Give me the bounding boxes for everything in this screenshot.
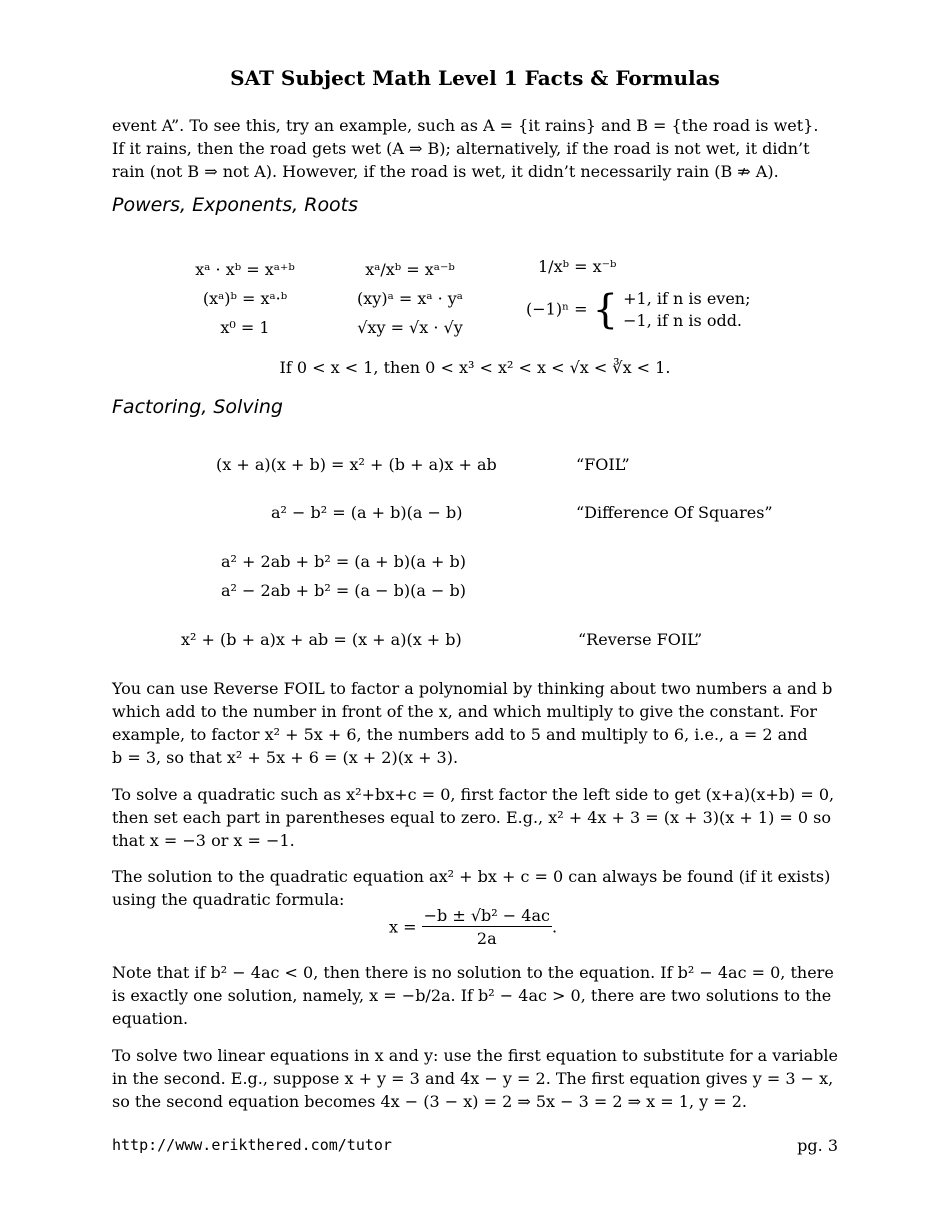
section-heading-powers: Powers, Exponents, Roots <box>112 194 359 216</box>
difference-of-squares-label: “Difference Of Squares” <box>576 503 773 522</box>
page-title: SAT Subject Math Level 1 Facts & Formulas <box>230 66 720 90</box>
formula-lhs: x = <box>389 917 417 937</box>
formula-intro-paragraph <box>112 865 838 911</box>
intro-line-2: If it rains, then the road gets wet (A ⇒ B); alternatively, if the road is not wet, it didn’t <box>112 139 810 158</box>
discriminant-line-2: is exactly one solution, namely, x = −b/2a. If b² − 4ac > 0, there are two solutions to the <box>112 986 832 1005</box>
powers-col1 <box>170 255 320 342</box>
formula-intro-line-1: The solution to the quadratic equation ax² + bx + c = 0 can always be found (if it exists) <box>112 867 831 886</box>
power-rule-zero: x⁰ = 1 <box>220 318 270 337</box>
page-number: pg. 3 <box>797 1136 838 1155</box>
section-heading-factoring: Factoring, Solving <box>112 396 283 418</box>
linear-line-3: so the second equation becomes 4x − (3 − x) = 2 ⇒ 5x − 3 = 2 ⇒ x = 1, y = 2. <box>112 1092 748 1111</box>
intro-line-1: event A”. To see this, try an example, such as A = {it rains} and B = {the road is wet}. <box>112 116 819 135</box>
discriminant-paragraph <box>112 961 838 1030</box>
intro-line-3: rain (not B ⇒ not A). However, if the road is wet, it didn’t necessarily rain (B ⇏ A). <box>112 162 779 181</box>
reverse-foil-label: “Reverse FOIL” <box>578 630 703 649</box>
case-odd: −1, if n is odd. <box>623 311 743 330</box>
linear-paragraph <box>112 1044 838 1113</box>
discriminant-line-3: equation. <box>112 1009 189 1028</box>
formula-numerator: −b ± √b² − 4ac <box>423 906 550 925</box>
rfoil-line-2: which add to the number in front of the x, and which multiply to give the constant. For <box>112 702 818 721</box>
brace-icon: { <box>592 286 619 333</box>
square-sum-equation: a² + 2ab + b² = (a + b)(a + b) <box>221 552 466 571</box>
square-difference-equation: a² − 2ab + b² = (a − b)(a − b) <box>221 581 466 600</box>
intro-paragraph <box>112 114 838 183</box>
reverse-foil-equation: x² + (b + a)x + ab = (x + a)(x + b) <box>181 630 462 649</box>
cases-block <box>623 288 750 332</box>
footer-url[interactable]: http://www.erikthered.com/tutor <box>112 1136 392 1154</box>
root-rule-product: √xy = √x · √y <box>357 318 463 337</box>
quadratic-line-3: that x = −3 or x = −1. <box>112 831 295 850</box>
powers-col2 <box>330 255 490 342</box>
foil-equation: (x + a)(x + b) = x² + (b + a)x + ab <box>216 455 497 474</box>
rfoil-line-1: You can use Reverse FOIL to factor a polynomial by thinking about two numbers a and b <box>112 679 833 698</box>
quadratic-formula <box>389 906 557 948</box>
power-rule-negative: 1/xᵇ = x⁻ᵇ <box>538 257 617 276</box>
case-even: +1, if n is even; <box>623 289 751 308</box>
power-rule-negative-one <box>526 288 750 332</box>
power-rule-power: (xᵃ)ᵇ = xᵃ·ᵇ <box>202 289 288 308</box>
formula-fraction <box>422 906 552 948</box>
rfoil-line-4: b = 3, so that x² + 5x + 6 = (x + 2)(x + 3). <box>112 748 459 767</box>
power-rule-quotient: xᵃ/xᵇ = xᵃ⁻ᵇ <box>365 260 455 279</box>
quadratic-line-1: To solve a quadratic such as x²+bx+c = 0, first factor the left side to get (x+a)(x+b) = 0, <box>112 785 835 804</box>
formula-denominator: 2a <box>476 929 497 948</box>
reverse-foil-paragraph <box>112 677 838 769</box>
formula-period: . <box>551 917 558 937</box>
formula-intro-line-2: using the quadratic formula: <box>112 890 345 909</box>
linear-line-1: To solve two linear equations in x and y: use the first equation to substitute for a variable <box>112 1046 839 1065</box>
linear-line-2: in the second. E.g., suppose x + y = 3 and 4x − y = 2. The first equation gives y = 3 − x, <box>112 1069 834 1088</box>
powers-inequality: If 0 < x < 1, then 0 < x³ < x² < x < √x < ∛x < 1. <box>279 358 671 377</box>
difference-of-squares-equation: a² − b² = (a + b)(a − b) <box>271 503 463 522</box>
power-rule-product-power: (xy)ᵃ = xᵃ · yᵃ <box>357 289 463 308</box>
neg-one-lhs: (−1)ⁿ = <box>526 299 588 319</box>
foil-label: “FOIL” <box>576 455 630 474</box>
power-rule-product: xᵃ · xᵇ = xᵃ⁺ᵇ <box>195 260 295 279</box>
discriminant-line-1: Note that if b² − 4ac < 0, then there is no solution to the equation. If b² − 4ac = 0, there <box>112 963 834 982</box>
quadratic-line-2: then set each part in parentheses equal to zero. E.g., x² + 4x + 3 = (x + 3)(x + 1) = 0 so <box>112 808 831 827</box>
quadratic-paragraph <box>112 783 838 852</box>
rfoil-line-3: example, to factor x² + 5x + 6, the numbers add to 5 and multiply to 6, i.e., a = 2 and <box>112 725 808 744</box>
